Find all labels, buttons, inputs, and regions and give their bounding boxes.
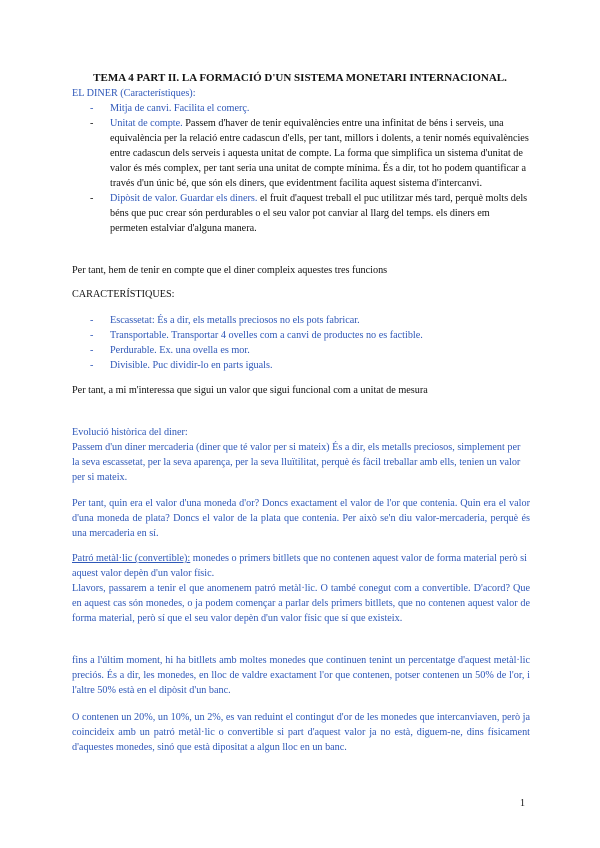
- evolucio-paragraph-2: Per tant, quin era el valor d'una moneda d'or? Doncs exactament el valor de l'or que contenia. Quin era el valor d'una moneda de plata? Doncs el valor de la plata que contenia. Per això se'n diu valor-mercaderia, perquè és una mercaderia en sí.: [72, 498, 530, 539]
- list-item: - Escassetat: És a dir, els metalls preciosos no els pots fabricar.: [90, 313, 530, 328]
- caracteristiques-header: CARACTERÍSTIQUES:: [72, 289, 175, 300]
- summary-line: Per tant, hem de tenir en compte que el diner compleix aquestes tres funcions: [72, 265, 388, 276]
- list-item: - Transportable. Transportar 4 ovelles com a canvi de productes no es factible.: [90, 328, 530, 343]
- patro-paragraph: [72, 551, 530, 581]
- patro-rest: monedes o primers bitllets que no contenen aquest valor de forma material però si aquest valor depèn d'un valor físic.: [72, 553, 527, 579]
- item-head: Dipòsit de valor. Guardar els diners.: [110, 193, 258, 204]
- diner-list: [90, 101, 530, 236]
- page-title: TEMA 4 PART II. LA FORMACIÓ D'UN SISTEMA MONETARI INTERNACIONAL.: [93, 72, 507, 84]
- item-head: Unitat de compte.: [110, 118, 183, 129]
- evolucio-paragraph-1: Passem d'un diner mercaderia (diner que té valor per si mateix) És a dir, els metalls preciosos, simplement per la seva escassetat, per la seva aparença, per la seva lluïtilitat, perquè és fàcil treballar amb ells, tenien un valor per si mateix.: [72, 442, 521, 483]
- item-body: Passem d'haver de tenir equivalències entre una infinitat de béns i serveis, una equivalència per la relació entre cadascun d'ells, per tant, millors i dolents, a tenir només equivalències entre cadascun dels serveis i aquesta unitat de compte. La forma que simplifica un sistema d'unitat de valor és més complex, per tant seria una unitat de compte mínima. És a dir, tot ho podem quantificar a través d'un únic bé, que són els diners, que evidentment facilita aquest sistema d'intercanvi.: [110, 118, 529, 189]
- patro-paragraph-2: Llavors, passarem a tenir el que anomenem patró metàl·lic. O també conegut com a convertible. D'acord? Que en aquest cas són monedes, o ja podem començar a parlar dels primers bitllets, que no contenen aquest valor de forma material, però sí que el seu valor depèn d'un valor físic que sí que existeix.: [72, 583, 530, 624]
- list-item: - Divisible. Puc dividir-lo en parts iguals.: [90, 358, 530, 373]
- list-item: [90, 116, 530, 191]
- item-body: el fruit d'aquest treball el puc utilitzar més tard, perquè molts dels béns que puc crear són perdurables o el seu valor pot canviar al llarg del temps. els diners em permeten estalviar d'alguna manera.: [110, 193, 528, 234]
- list-item: [90, 191, 530, 236]
- fins-paragraph: fins a l'últim moment, hi ha bitllets amb moltes monedes que continuen tenint un percentatge d'aquest metàl·lic preciós. És a dir, les monedes, en lloc de valdre exactament l'or que contenen, potser contenen un 50% de l'or, i l'altre 50% està en el dipòsit d'un banc.: [72, 655, 530, 696]
- patro-label: Patró metàl·lic (convertible):: [72, 553, 191, 564]
- interest-line: Per tant, a mi m'interessa que sigui un valor que sigui funcional com a unitat de mesura: [72, 385, 428, 396]
- list-item: - Perdurable. Ex. una ovella es mor.: [90, 343, 530, 358]
- contenen-paragraph: O contenen un 20%, un 10%, un 2%, es van reduint el contingut d'or de les monedes que intercanviaven, però ja coincideix amb un patró metàl·lic o convertible si part d'aquest valor ja no està, diguem-ne, dins físicament d'aquestes monedes, sinó que està dipositat a algun lloc en un banc.: [72, 712, 530, 753]
- list-item: [90, 101, 530, 116]
- evolucio-header: Evolució històrica del diner:: [72, 427, 188, 438]
- item-head: Mitja de canvi. Facilita el comerç.: [110, 103, 250, 114]
- diner-header: EL DINER (Característiques):: [72, 88, 196, 99]
- caracteristiques-list: [90, 313, 530, 373]
- page-number: 1: [520, 798, 525, 809]
